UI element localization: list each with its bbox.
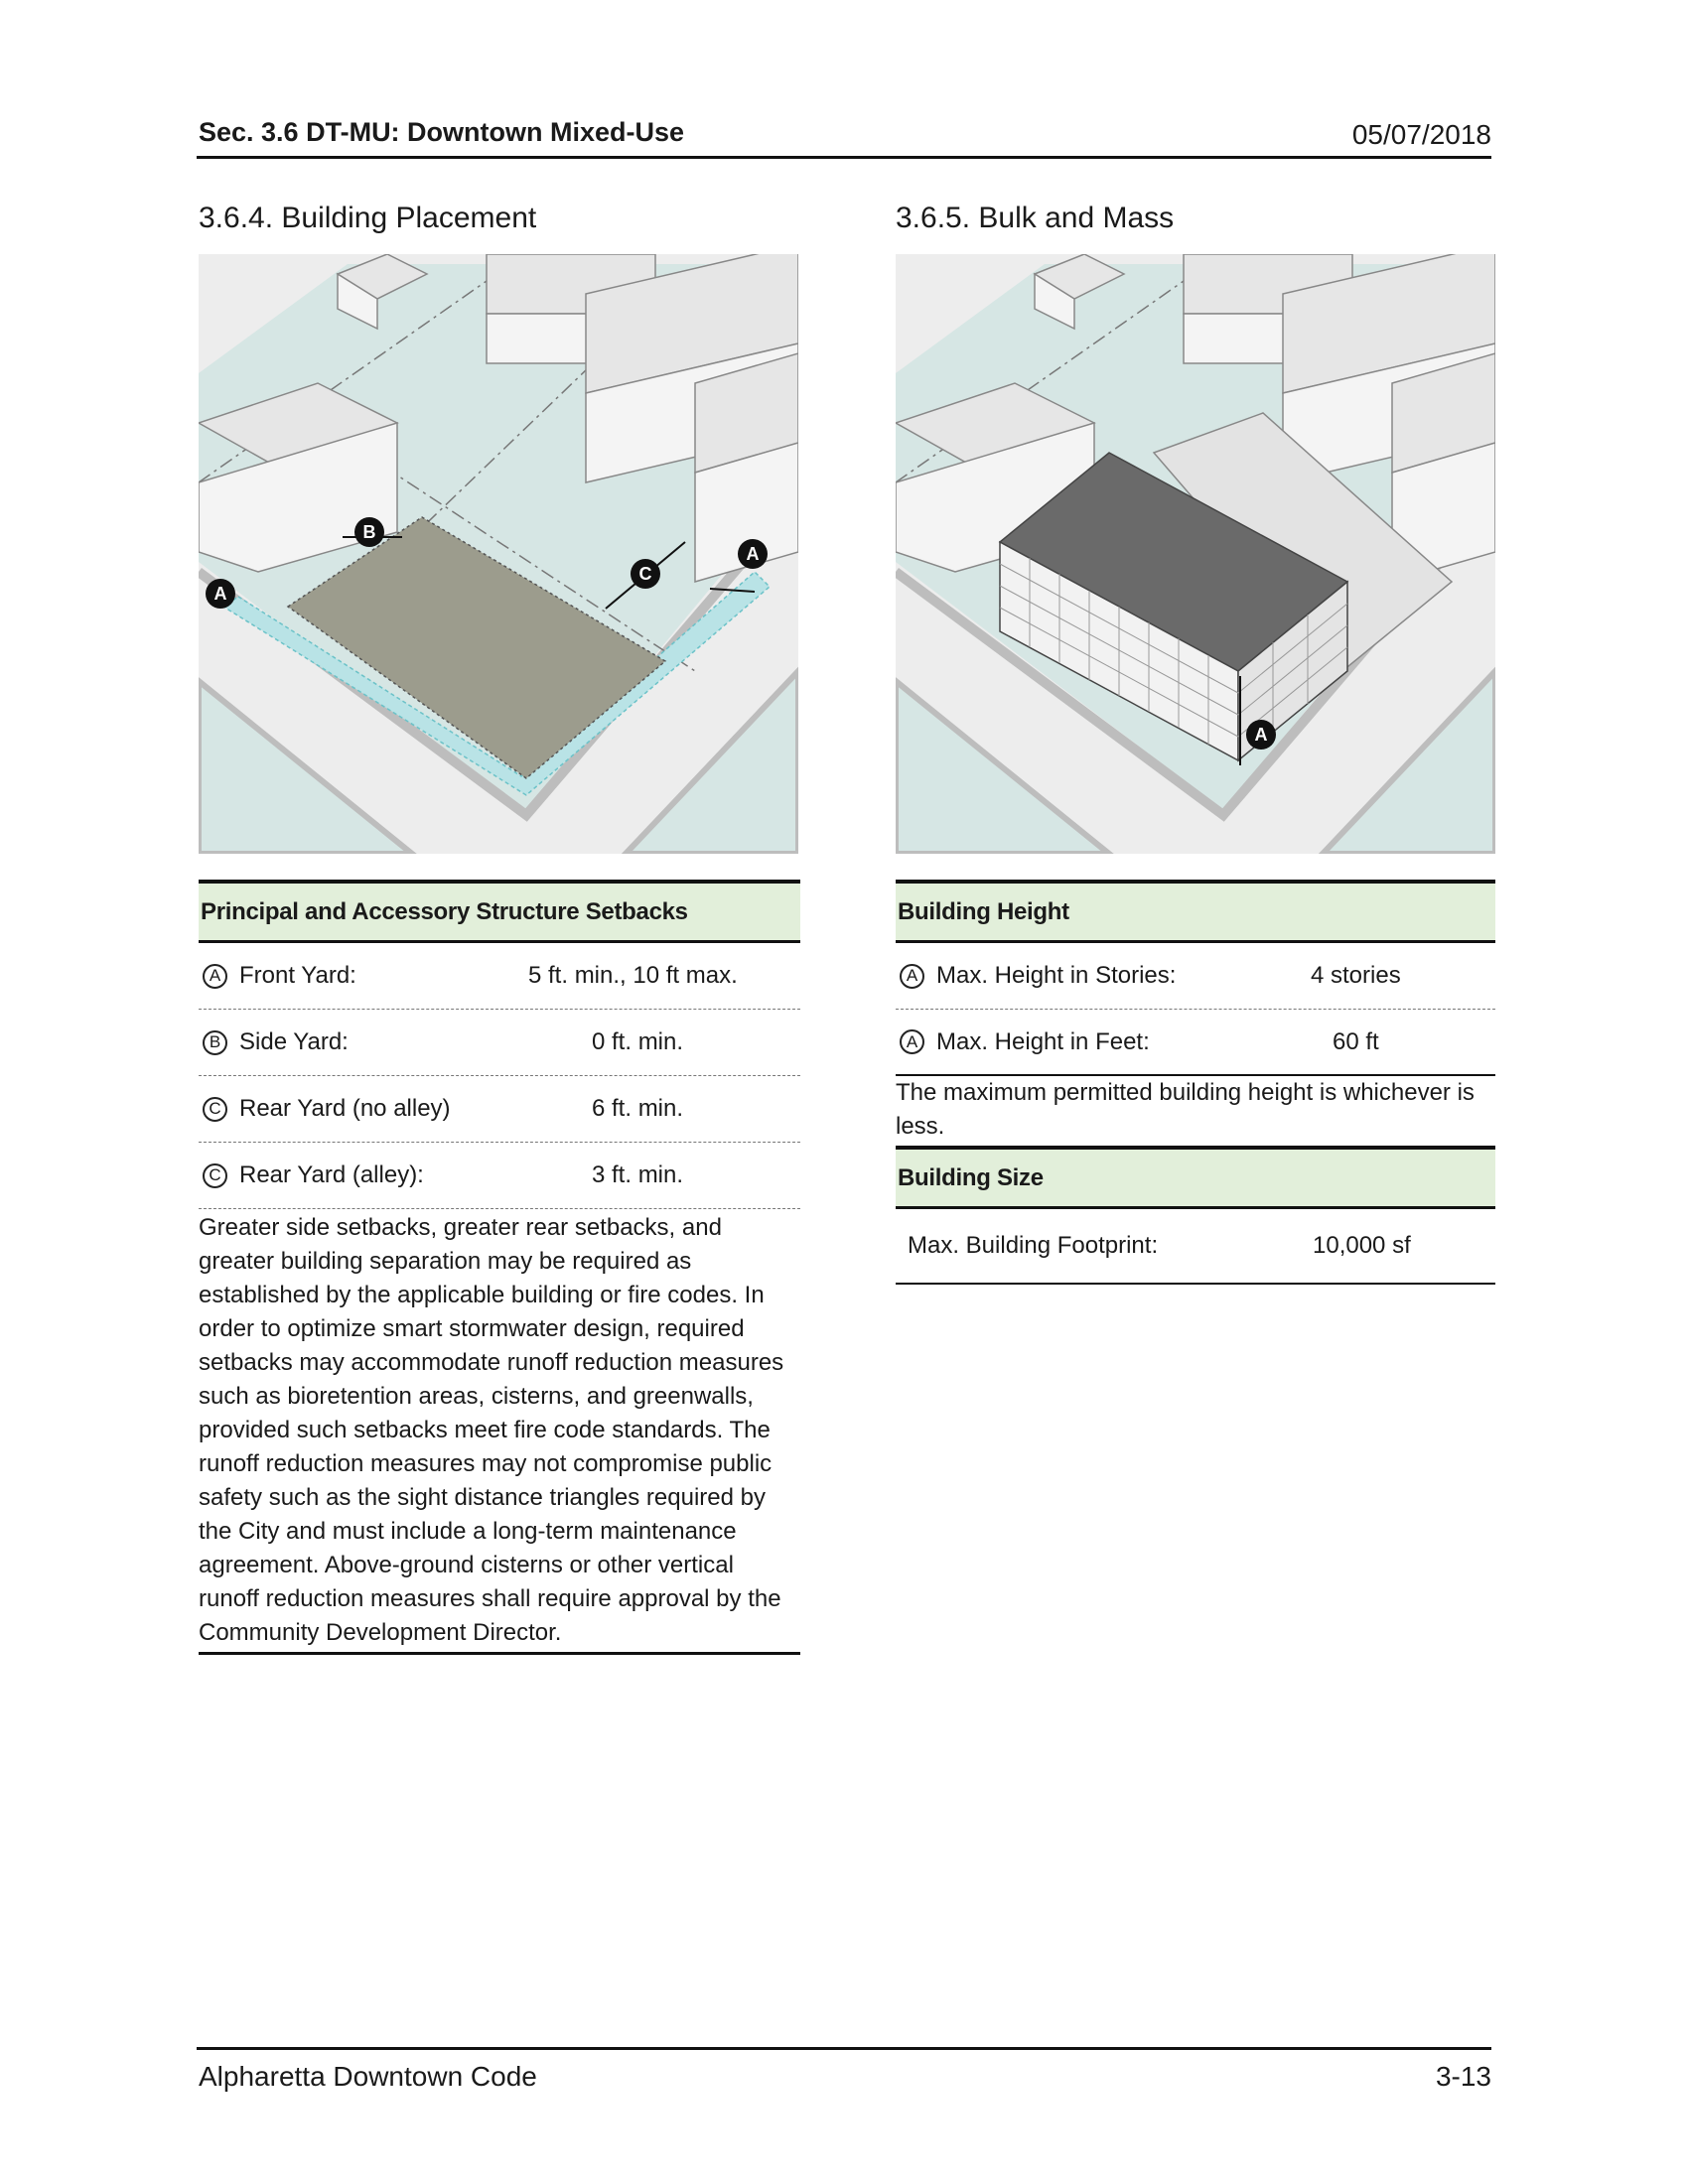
row-label: Side Yard:	[239, 1028, 349, 1055]
setback-row-rear-no-alley	[199, 1076, 800, 1143]
marker-a-front-right: A	[746, 544, 760, 564]
marker-b-side: B	[362, 522, 376, 542]
height-row-feet	[896, 1010, 1495, 1076]
marker-c-rear: C	[638, 564, 652, 584]
setbacks-table	[199, 880, 800, 1655]
setback-row-side-yard	[199, 1010, 800, 1076]
setbacks-note: Greater side setbacks, greater rear setbacks, and greater building separation may be required as established by the applicable building or fire codes. In order to optimize smart stormwater design, required setbacks may accommodate runoff reduction measures such as bioretention areas, cisterns, and greenwalls, provided such setbacks meet fire code standards. The runoff reduction measures may not compromise public safety such as the sight distance triangles required by the City and must include a long-term maintenance agreement. Above-ground cisterns or other vertical runoff reduction measures shall require approval by the Community Development Director.	[199, 1214, 784, 1646]
footer-document-title: Alpharetta Downtown Code	[199, 2061, 537, 2092]
setback-row-front-yard	[199, 943, 800, 1010]
row-label: Rear Yard (no alley)	[239, 1095, 451, 1122]
row-value: 4 stories	[1311, 962, 1401, 989]
row-label: Front Yard:	[239, 962, 356, 989]
bulk-and-mass-title: 3.6.5. Bulk and Mass	[896, 202, 1175, 234]
row-label: Max. Building Footprint:	[908, 1232, 1159, 1259]
row-value: 0 ft. min.	[592, 1028, 684, 1055]
header-date: 05/07/2018	[1351, 119, 1491, 150]
bulk-and-mass-diagram	[896, 254, 1495, 854]
row-label: Max. Height in Stories:	[936, 962, 1177, 989]
row-value: 60 ft	[1333, 1027, 1379, 1055]
building-height-note: The maximum permitted building height is whichever is less.	[896, 1079, 1475, 1140]
row-value: 10,000 sf	[1313, 1232, 1411, 1259]
building-size-header: Building Size	[896, 1146, 1495, 1209]
row-value: 5 ft. min., 10 ft max.	[528, 962, 738, 989]
row-value: 6 ft. min.	[592, 1095, 684, 1122]
footer-rule	[197, 2047, 1491, 2050]
marker-a-icon: A	[203, 964, 227, 989]
row-label: Max. Height in Feet:	[936, 1027, 1150, 1055]
building-height-table	[896, 880, 1495, 1285]
row-value: 3 ft. min.	[592, 1161, 684, 1188]
setbacks-bottom-rule	[199, 1652, 800, 1655]
marker-a-icon: A	[900, 1029, 924, 1054]
marker-c-icon: C	[203, 1163, 227, 1188]
size-row-footprint	[896, 1209, 1495, 1285]
setback-row-rear-alley	[199, 1143, 800, 1209]
section-header-title: Sec. 3.6 DT-MU: Downtown Mixed-Use	[199, 117, 685, 147]
marker-c-icon: C	[203, 1097, 227, 1122]
marker-a-front: A	[213, 584, 227, 604]
row-label: Rear Yard (alley):	[239, 1161, 424, 1188]
marker-a-icon: A	[900, 964, 924, 989]
marker-b-icon: B	[203, 1030, 227, 1055]
height-row-stories	[896, 943, 1495, 1010]
marker-a-height: A	[1254, 725, 1268, 745]
setbacks-table-header: Principal and Accessory Structure Setbacks	[199, 880, 800, 943]
building-placement-title: 3.6.4. Building Placement	[199, 202, 537, 234]
building-height-header: Building Height	[896, 880, 1495, 943]
footer-page-number: 3-13	[1435, 2061, 1491, 2092]
building-placement-diagram	[199, 254, 798, 854]
header-rule	[197, 156, 1491, 159]
